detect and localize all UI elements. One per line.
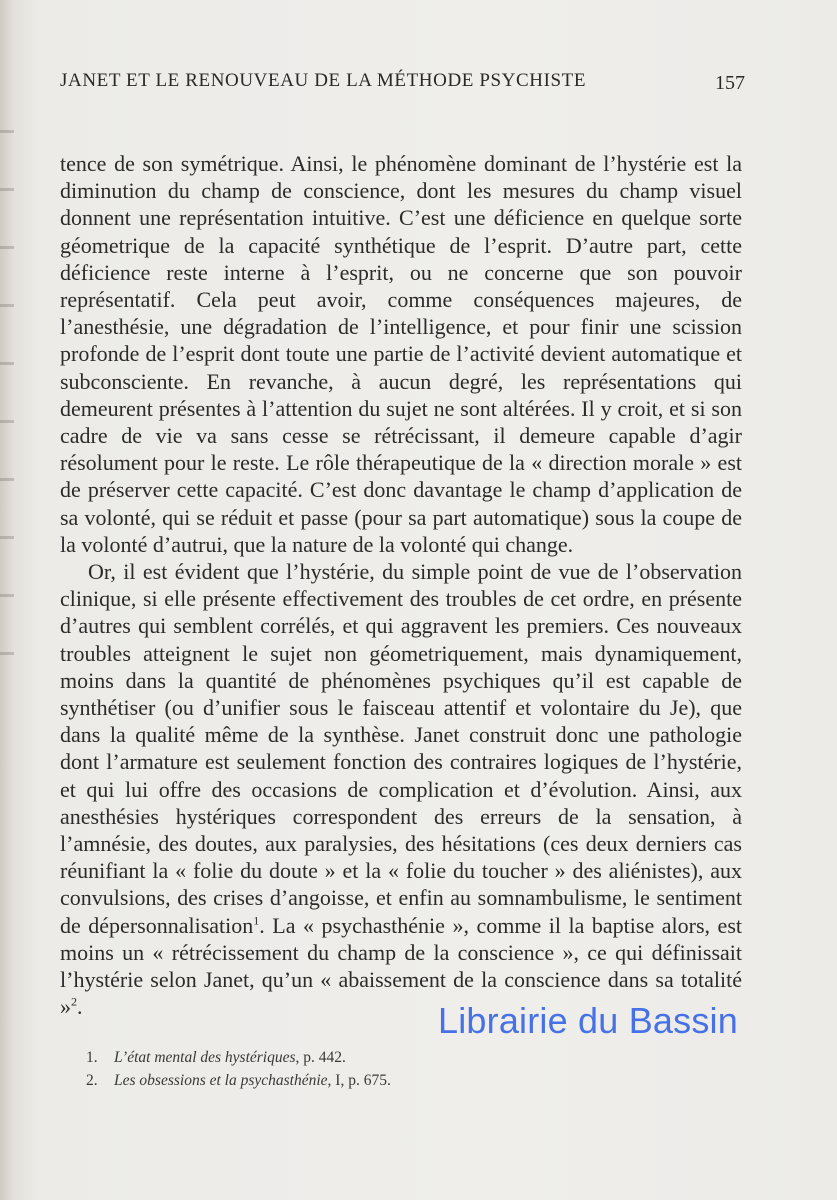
paragraph-1: tence de son symétrique. Ainsi, le phénomène dominant de l’hystérie est la diminution du champ de conscience, dont les mesures du champ visuel donnent une représentation intuitive. C’est une déficience en quelque sorte géometrique de la capacité synthétique de l’esprit. D’autre part, cette déficience reste interne à l’esprit, ou ne concerne que son pouvoir représentatif. Cela peut avoir, comme conséquences majeures, de l’anesthésie, une dégradation de l’intelligence, et pour finir une scission profonde de l’esprit dont toute une partie de l’activité devient automatique et subconsciente. En revanche, à aucun degré, les représentations qui demeurent présentes à l’attention du sujet ne sont altérées. Il y croit, et si son cadre de vie va sans cesse se rétrécissant, il demeure capable d’agir résolument pour le reste. Le rôle thérapeutique de la « direction morale » est de préserver cette capacité. C’est donc davantage le champ d’application de sa volonté, qui se réduit et passe (pour sa part automatique) sous la coupe de la volonté d’autrui, que la nature de la volonté qui change. <box>60 151 742 557</box>
footnote-number: 2. <box>86 1072 98 1089</box>
paragraph-2-continued: . La « psychasthénie », comme il la baptise alors, est moins un « rétrécissement du champ de la conscience », ce qui définissait l’hystérie selon Janet, qu’un « abaissement de la conscience dans sa totalité » <box>60 912 742 1020</box>
footnote-number: 1. <box>86 1049 98 1066</box>
paragraph-2-end: . <box>77 994 83 1020</box>
footnote-ref-1: 1 <box>253 913 260 928</box>
body-text <box>60 150 742 1021</box>
footnote-2 <box>86 1069 706 1092</box>
footnote-ref: , I, p. 675. <box>327 1072 391 1089</box>
footnotes <box>86 1046 706 1092</box>
page-number: 157 <box>715 72 745 94</box>
footnote-title: Les obsessions et la psychasthénie <box>114 1072 328 1089</box>
paragraph-2 <box>60 558 742 1020</box>
footnote-ref: , p. 442. <box>295 1049 346 1066</box>
watermark-text: Librairie du Bassin <box>438 1000 738 1041</box>
running-title: JANET ET LE RENOUVEAU DE LA MÉTHODE PSYCHISTE <box>60 70 587 91</box>
footnote-1 <box>86 1046 706 1069</box>
footnote-title: L’état mental des hystériques <box>114 1049 296 1066</box>
footnote-ref-2: 2 <box>71 994 77 1009</box>
paragraph-2-text: Or, il est évident que l’hystérie, du simple point de vue de l’observation clinique, si elle présente effectivement des troubles de cet ordre, en présente d’autres qui semblent corrélés, et qui aggravent les premiers. Ces nouveaux troubles atteignent le sujet non géometriquement, mais dynamiquement, moins dans la quantité de phénomènes psychiques qu’il est capable de synthétiser (ou d’unifier sous le faisceau attentif et volontaire du Je), que dans la qualité même de la synthèse. Janet construit donc une pathologie dont l’armature est seulement fonction des contraires logiques de l’hystérie, et qui lui offre des occasions de complication et d’évolution. Ainsi, aux anesthésies hystériques correspondent des erreurs de la sensation, à l’amnésie, des doutes, aux paralysies, des hésitations (ces deux derniers cas réunifiant la « folie du doute » et la « folie du toucher » des aliénistes), aux convulsions, des crises d’angoisse, et enfin au somnambulisme, le sentiment de dépersonnalisation <box>60 559 742 938</box>
gutter-shadow <box>0 130 14 690</box>
